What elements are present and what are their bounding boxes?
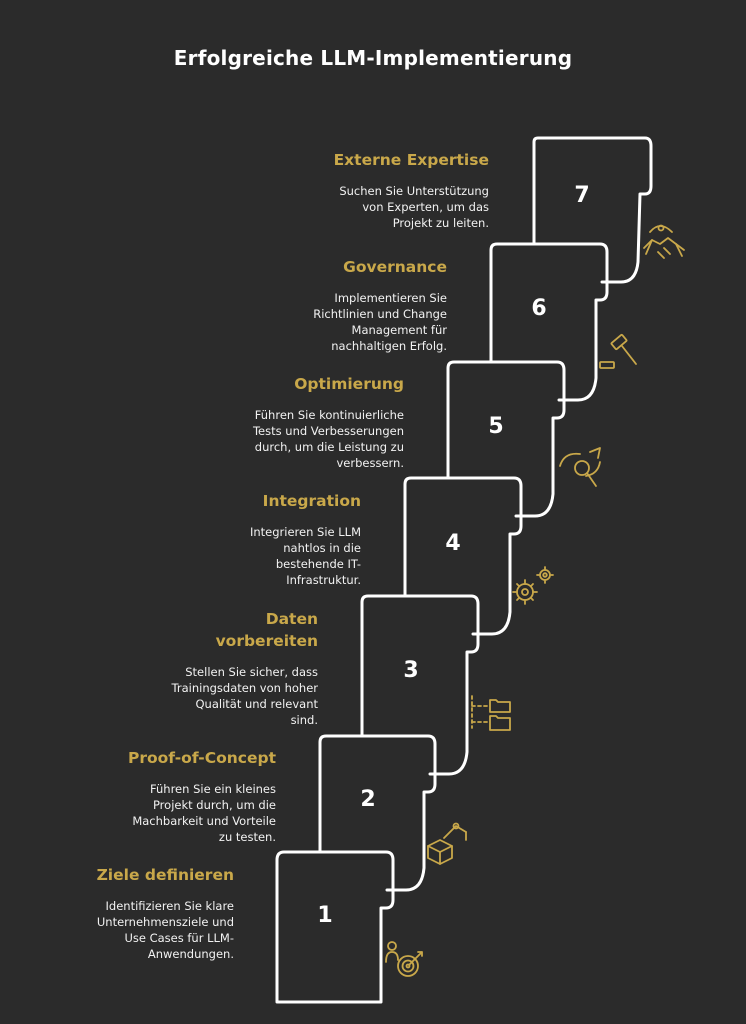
step-block-2 [320, 736, 435, 890]
step-block-7 [534, 138, 651, 282]
step-desc-4: Integrieren Sie LLM nahtlos in die bestehende IT- Infrastruktur. [249, 525, 361, 587]
step-block-6 [491, 244, 607, 400]
step-number-3: 3 [403, 658, 419, 683]
step-desc-5: Führen Sie kontinuierliche Tests und Verbesserungen durch, um die Leistung zu verbessern. [252, 408, 404, 470]
step-block-3 [362, 596, 478, 774]
step-title-3: Daten vorbereiten [215, 610, 318, 650]
step-number-4: 4 [445, 531, 461, 556]
step-desc-7: Suchen Sie Unterstützung von Experten, um das Projekt zu leiten. [339, 184, 489, 230]
target-person-icon [386, 942, 422, 976]
gears-icon [513, 567, 553, 604]
step-title-5: Optimierung [294, 375, 404, 393]
step-number-7: 7 [574, 183, 590, 208]
step-desc-3: Stellen Sie sicher, dass Trainingsdaten von hoher Qualität und relevant sind. [171, 665, 318, 727]
step-title-2: Proof-of-Concept [127, 749, 276, 767]
step-desc-2: Führen Sie ein kleines Projekt durch, um die Machbarkeit und Vorteile zu testen. [132, 782, 276, 844]
step-block-1 [277, 852, 393, 1002]
step-title-7: Externe Expertise [333, 151, 489, 169]
step-number-2: 2 [360, 787, 376, 812]
step-title-4: Integration [262, 492, 361, 510]
magnifier-cycle-icon [560, 448, 600, 486]
step-block-5 [448, 362, 564, 516]
step-desc-1: Identifizieren Sie klare Unternehmensziele und Use Cases für LLM- Anwendungen. [96, 899, 234, 961]
step-block-4 [405, 478, 521, 634]
step-title-6: Governance [343, 258, 447, 276]
step-title-1: Ziele definieren [96, 866, 234, 884]
step-number-1: 1 [317, 903, 333, 928]
gavel-icon [600, 334, 636, 368]
folder-tree-icon [472, 696, 510, 730]
step-number-5: 5 [488, 414, 504, 439]
handshake-icon [644, 226, 684, 259]
box-robot-arm-icon [428, 824, 466, 865]
page-title: Erfolgreiche LLM-Implementierung [173, 46, 573, 70]
step-number-6: 6 [531, 296, 547, 321]
step-desc-6: Implementieren Sie Richtlinien und Change Management für nachhaltigen Erfolg. [313, 291, 447, 353]
